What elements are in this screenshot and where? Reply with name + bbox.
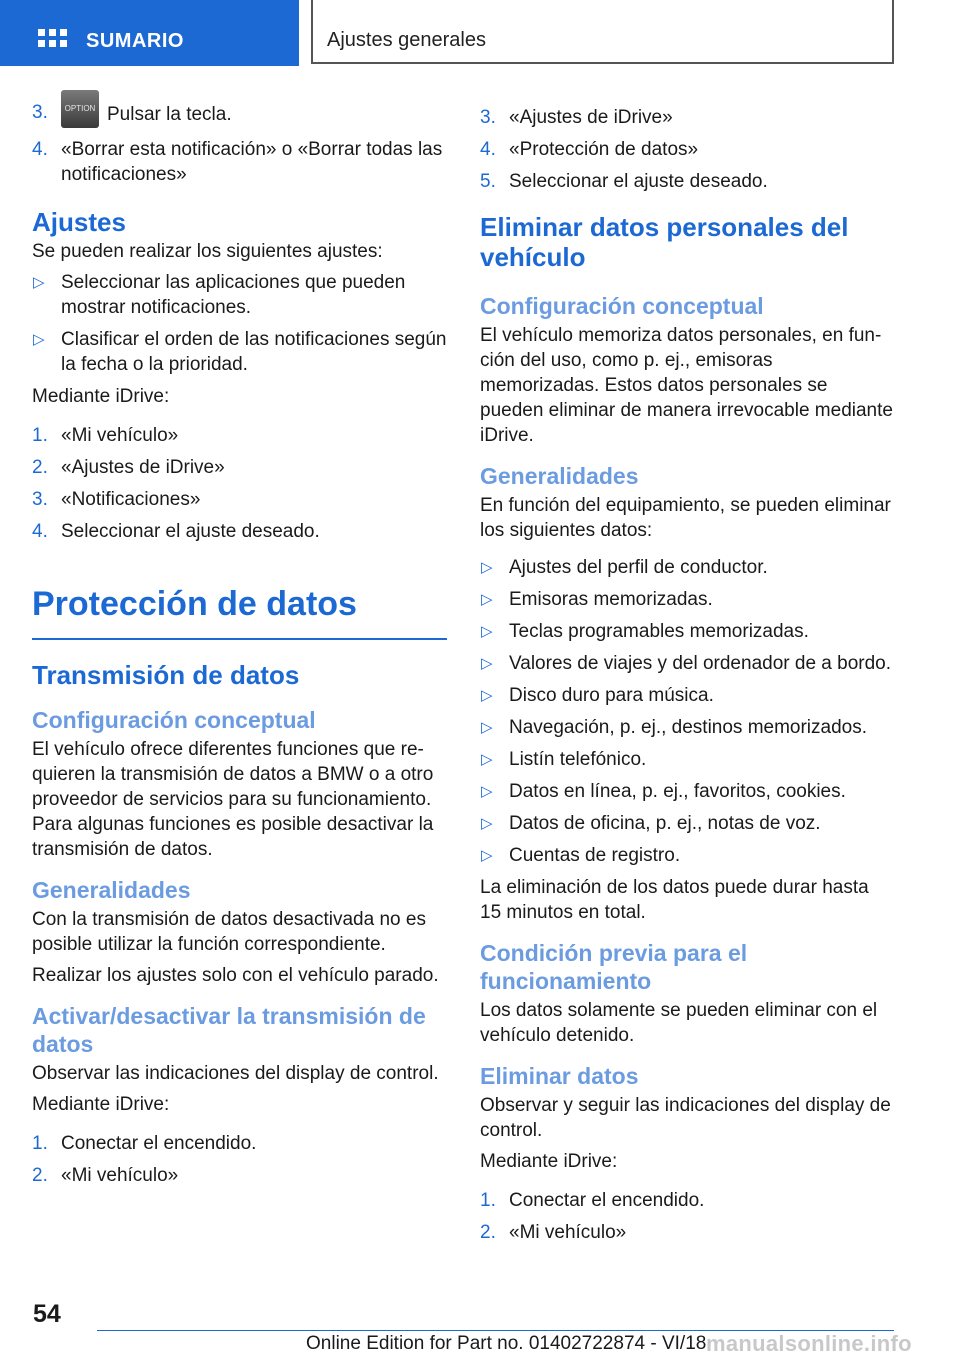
condicion-text: Los datos solamente se pueden eliminar con el vehículo detenido. (480, 1000, 878, 1046)
heading-activar: Activar/desactivar la transmisión de datos (32, 1003, 426, 1057)
watermark: manualsonline.info (706, 1331, 912, 1356)
list-item (480, 555, 894, 580)
triangle-bullet-icon: ▷ (33, 331, 45, 348)
edition-text: Online Edition for Part no. 01402722874 - VI/18 (306, 1333, 707, 1354)
ajustes-bullets (32, 270, 447, 377)
step-number: 4. (32, 139, 48, 160)
steps-list-eliminar (480, 1188, 894, 1245)
list-item (480, 811, 894, 836)
step-number: 4. (32, 521, 48, 542)
bullet-text: Seleccionar las aplicaciones que pueden mostrar notificaciones. (61, 272, 406, 318)
eliminable-data-bullets (480, 555, 894, 868)
configuracion-text: El vehículo ofrece diferentes funciones que requieren la transmisión de datos a BMW o a otro proveedor de servicios para su funcionamiento. Para algunas funciones es posible desactivar la transmisión de datos. (32, 739, 434, 860)
bullet-text: Cuentas de registro. (509, 845, 681, 866)
step-text: Pulsar la tecla. (107, 104, 232, 126)
mediante-idrive-text: Mediante iDrive: (32, 386, 170, 407)
triangle-bullet-icon: ▷ (481, 591, 493, 608)
page-number: 54 (33, 1300, 61, 1328)
list-item (480, 683, 894, 708)
bullet-text: Emisoras memorizadas. (509, 589, 713, 610)
list-item (32, 487, 447, 512)
mediante-idrive-text: Mediante iDrive: (32, 1094, 170, 1115)
list-item (480, 747, 894, 772)
triangle-bullet-icon: ▷ (33, 274, 45, 291)
triangle-bullet-icon: ▷ (481, 559, 493, 576)
list-item (480, 105, 894, 130)
triangle-bullet-icon: ▷ (481, 687, 493, 704)
bullet-text: Valores de viajes y del ordenador de a bordo. (509, 653, 892, 674)
bullet-text: Clasificar el orden de las notificaciones según la fecha o la prioridad. (61, 329, 447, 375)
list-item (480, 169, 894, 194)
list-item (32, 1131, 447, 1156)
step-number: 3. (480, 107, 496, 128)
list-item (32, 423, 447, 448)
step-number: 2. (32, 457, 48, 478)
step-number: 3. (32, 102, 48, 123)
step-number: 4. (480, 139, 496, 160)
bullet-text: Datos en línea, p. ej., favoritos, cookies. (509, 781, 846, 802)
grid-menu-icon (38, 29, 68, 51)
step-text: Conectar el encendido. (509, 1190, 705, 1211)
generalidades-text-1: Con la transmisión de datos desactivada no es posible utilizar la función correspondiente. (32, 909, 426, 955)
left-column (32, 100, 447, 1195)
bullet-text: Disco duro para música. (509, 685, 714, 706)
triangle-bullet-icon: ▷ (481, 719, 493, 736)
chapter-header[interactable] (311, 0, 894, 64)
eliminar-text: Observar y seguir las indicaciones del display de control. (480, 1095, 891, 1141)
right-column (480, 105, 894, 1252)
bullet-text: Datos de oficina, p. ej., notas de voz. (509, 813, 821, 834)
steps-list-proteccion (480, 105, 894, 194)
triangle-bullet-icon: ▷ (481, 847, 493, 864)
step-number: 1. (32, 425, 48, 446)
heading-configuracion: Configuración conceptual (32, 707, 316, 733)
duration-text: La eliminación de los datos puede durar hasta 15 minutos en total. (480, 877, 869, 923)
step-text: «Notificaciones» (61, 489, 201, 510)
list-item (480, 137, 894, 162)
bullet-text: Teclas programables memorizadas. (509, 621, 809, 642)
generalidades-text-2: Realizar los ajustes solo con el vehículo parado. (32, 965, 439, 986)
list-item (480, 779, 894, 804)
step-text: «Borrar esta notificación» o «Borrar todas las notificaciones» (61, 139, 443, 185)
triangle-bullet-icon: ▷ (481, 815, 493, 832)
step-text: Seleccionar el ajuste deseado. (509, 171, 768, 192)
top-bar (0, 0, 960, 66)
heading-eliminar-personales: Eliminar datos personales del vehículo (480, 212, 849, 272)
list-item (32, 100, 447, 130)
step-number: 3. (32, 489, 48, 510)
heading-eliminar-datos: Eliminar datos (480, 1063, 639, 1089)
generalidades-intro: En función del equipamiento, se pueden eliminar los siguientes datos: (480, 495, 891, 541)
step-number: 2. (480, 1222, 496, 1243)
sumario-label: SUMARIO (86, 30, 184, 52)
section-divider (32, 638, 447, 640)
triangle-bullet-icon: ▷ (481, 655, 493, 672)
triangle-bullet-icon: ▷ (481, 751, 493, 768)
list-item (480, 587, 894, 612)
list-item (480, 715, 894, 740)
configuracion-text: El vehículo memoriza datos personales, en función del uso, como p. ej., emisoras memorizadas. Estos datos personales se pueden eliminar de manera irrevocable mediante iDrive. (480, 325, 893, 446)
heading-generalidades: Generalidades (32, 877, 191, 903)
sumario-button[interactable] (0, 0, 299, 66)
list-item (32, 137, 447, 187)
activar-text: Observar las indicaciones del display de control. (32, 1063, 439, 1084)
heading-configuracion: Configuración conceptual (480, 293, 764, 319)
chapter-title: Ajustes generales (327, 29, 486, 51)
steps-list-ajustes (32, 423, 447, 544)
bullet-text: Navegación, p. ej., destinos memorizados. (509, 717, 868, 738)
steps-list-notifications (32, 100, 447, 187)
step-text: «Ajustes de iDrive» (509, 107, 673, 128)
list-item (480, 843, 894, 868)
step-text: «Protección de datos» (509, 139, 699, 160)
bullet-text: Listín telefónico. (509, 749, 647, 770)
list-item (480, 1220, 894, 1245)
ajustes-intro: Se pueden realizar los siguientes ajustes: (32, 241, 383, 262)
list-item (32, 455, 447, 480)
list-item (32, 1163, 447, 1188)
step-number: 2. (32, 1165, 48, 1186)
bullet-text: Ajustes del perfil de conductor. (509, 557, 768, 578)
step-text: «Mi vehículo» (61, 425, 179, 446)
step-number: 1. (32, 1133, 48, 1154)
step-text: «Mi vehículo» (61, 1165, 179, 1186)
list-item (480, 619, 894, 644)
list-item (480, 1188, 894, 1213)
heading-generalidades: Generalidades (480, 463, 639, 489)
step-text: Seleccionar el ajuste deseado. (61, 521, 320, 542)
list-item (32, 327, 447, 377)
step-text: «Mi vehículo» (509, 1222, 627, 1243)
option-key-icon: OPTION (61, 90, 99, 128)
triangle-bullet-icon: ▷ (481, 623, 493, 640)
heading-condicion: Condición previa para el funcionamiento (480, 940, 748, 994)
section-title: Protección de datos (32, 585, 357, 623)
list-item (32, 270, 447, 320)
list-item (32, 519, 447, 544)
steps-list-activar (32, 1131, 447, 1188)
heading-ajustes: Ajustes (32, 207, 126, 237)
mediante-idrive-text: Mediante iDrive: (480, 1151, 618, 1172)
step-number: 1. (480, 1190, 496, 1211)
step-text: «Ajustes de iDrive» (61, 457, 225, 478)
triangle-bullet-icon: ▷ (481, 783, 493, 800)
step-text: Conectar el encendido. (61, 1133, 257, 1154)
list-item (480, 651, 894, 676)
heading-transmision: Transmisión de datos (32, 660, 300, 690)
step-number: 5. (480, 171, 496, 192)
